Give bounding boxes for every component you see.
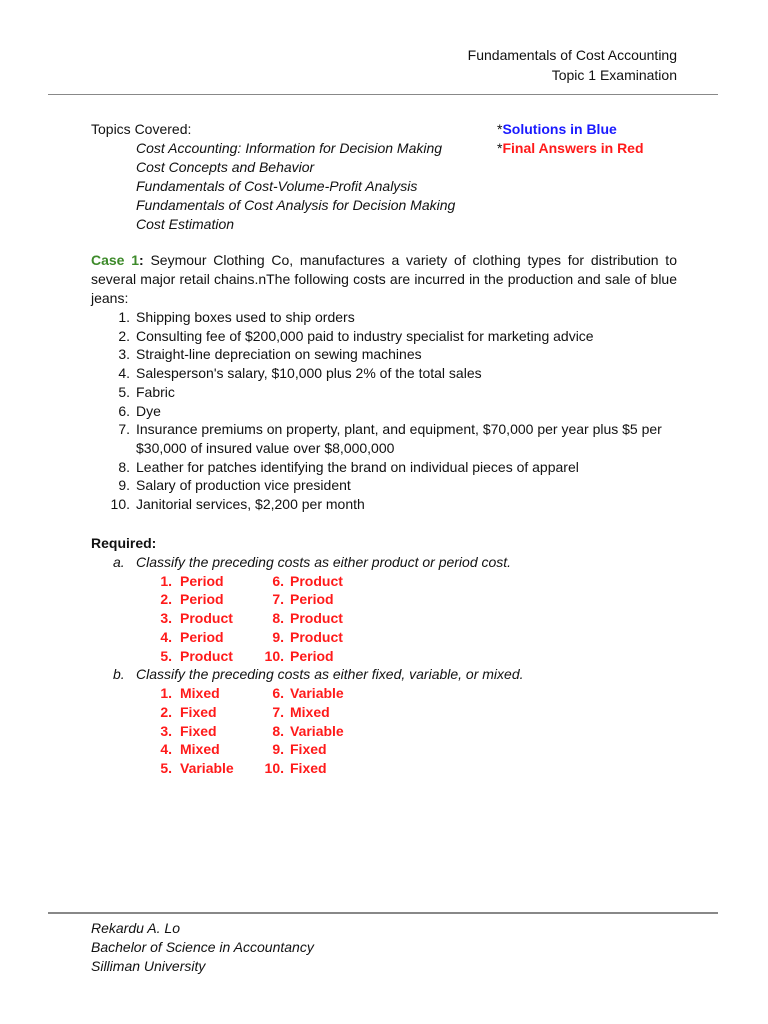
author-degree: Bachelor of Science in Accountancy	[91, 939, 314, 955]
answer-row	[158, 740, 677, 759]
answer-value: Mixed	[180, 685, 220, 702]
answer-number: 1.	[160, 572, 172, 589]
case-text: Seymour Clothing Co, manufactures a variety of clothing types for distribution to several major retail chains.nThe following costs are incurred in the production and sale of blue jeans:	[91, 252, 677, 306]
topics-section	[91, 120, 455, 234]
answer-value: Mixed	[290, 703, 330, 720]
answer-number: 9.	[272, 628, 284, 645]
question-text: Classify the preceding costs as either product or period cost.	[136, 553, 512, 570]
answer-number: 5.	[160, 760, 172, 777]
topic-item: Cost Accounting: Information for Decision Making	[136, 140, 443, 156]
answer-row	[158, 572, 677, 591]
topic-item: Cost Estimation	[136, 216, 235, 232]
required-section	[91, 534, 677, 778]
answer-number: 10.	[264, 760, 284, 777]
answer-number: 2.	[160, 703, 172, 720]
answer-number: 9.	[272, 741, 284, 758]
topic-item: Fundamentals of Cost Analysis for Decision Making	[136, 197, 456, 213]
list-item	[91, 345, 677, 364]
answers-a	[158, 572, 677, 666]
answer-row	[158, 590, 677, 609]
answer-row	[158, 628, 677, 647]
question-letter: a.	[113, 553, 125, 570]
answer-row	[158, 684, 677, 703]
answer-value: Variable	[290, 685, 344, 702]
answer-number: 4.	[160, 741, 172, 758]
legend-answers	[497, 139, 644, 158]
item-text: Leather for patches identifying the brand on individual pieces of apparel	[136, 458, 579, 475]
item-text: Janitorial services, $2,200 per month	[136, 496, 365, 513]
list-item	[91, 364, 677, 383]
answer-value: Fixed	[180, 722, 217, 739]
answer-value: Period	[180, 572, 224, 589]
answer-number: 7.	[272, 591, 284, 608]
color-legend	[497, 120, 644, 158]
item-text: Salary of production vice president	[136, 477, 351, 494]
list-item	[91, 458, 677, 477]
list-item	[91, 327, 677, 346]
answer-number: 5.	[160, 647, 172, 664]
required-label: Required:	[91, 535, 157, 551]
answer-value: Product	[180, 647, 233, 664]
answer-row	[158, 703, 677, 722]
answer-value: Period	[180, 628, 224, 645]
topic-item: Cost Concepts and Behavior	[136, 159, 315, 175]
item-number: 10.	[110, 496, 130, 513]
question-text: Classify the preceding costs as either fixed, variable, or mixed.	[136, 666, 524, 683]
case-intro	[91, 251, 677, 308]
item-text: Consulting fee of $200,000 paid to industry specialist for marketing advice	[136, 327, 594, 344]
legend-solutions	[497, 120, 644, 139]
cost-list	[91, 308, 677, 514]
case-colon: :	[139, 252, 144, 268]
question-letter: b.	[113, 666, 125, 683]
answer-value: Period	[180, 591, 224, 608]
case-label: Case 1	[91, 252, 140, 268]
answer-number: 4.	[160, 628, 172, 645]
answer-value: Variable	[290, 722, 344, 739]
document-header	[468, 45, 677, 85]
item-text: Dye	[136, 402, 161, 419]
item-number: 7.	[118, 421, 130, 438]
answer-row	[158, 647, 677, 666]
author-school: Silliman University	[91, 958, 206, 974]
answer-row	[158, 609, 677, 628]
item-text: Salesperson's salary, $10,000 plus 2% of the total sales	[136, 365, 482, 382]
answer-number: 3.	[160, 722, 172, 739]
answer-value: Period	[290, 591, 334, 608]
answer-number: 2.	[160, 591, 172, 608]
list-item	[91, 495, 677, 514]
legend-answers-text: Final Answers in Red	[502, 140, 644, 156]
answer-row	[158, 759, 677, 778]
answer-number: 6.	[272, 572, 284, 589]
item-text: Fabric	[136, 383, 175, 400]
item-number: 3.	[118, 346, 130, 363]
answer-value: Product	[290, 572, 343, 589]
topic-item: Fundamentals of Cost-Volume-Profit Analysis	[136, 178, 418, 194]
item-text: Insurance premiums on property, plant, and equipment, $70,000 per year plus $5 per $30,000 of insured value over $8,000,000	[136, 421, 662, 456]
legend-asterisk: *	[497, 121, 503, 137]
header-divider	[48, 94, 718, 95]
answer-value: Fixed	[290, 760, 327, 777]
topics-label: Topics Covered:	[91, 121, 192, 137]
document-footer	[91, 919, 314, 976]
author-name: Rekardu A. Lo	[91, 920, 180, 936]
legend-asterisk: *	[497, 140, 503, 156]
item-number: 9.	[118, 477, 130, 494]
answer-value: Mixed	[180, 741, 220, 758]
list-item	[91, 383, 677, 402]
answer-number: 3.	[160, 610, 172, 627]
answer-row	[158, 722, 677, 741]
answer-number: 1.	[160, 685, 172, 702]
list-item	[91, 402, 677, 421]
answer-number: 6.	[272, 685, 284, 702]
answers-b	[158, 684, 677, 778]
item-number: 6.	[118, 402, 130, 419]
question-b	[91, 665, 677, 684]
list-item	[91, 476, 677, 495]
item-number: 8.	[118, 458, 130, 475]
item-text: Straight-line depreciation on sewing machines	[136, 346, 422, 363]
list-item	[91, 420, 677, 457]
exam-title: Topic 1 Examination	[551, 67, 677, 83]
answer-value: Product	[290, 610, 343, 627]
list-item	[91, 308, 677, 327]
item-number: 2.	[118, 327, 130, 344]
answer-value: Product	[180, 610, 233, 627]
answer-number: 8.	[272, 610, 284, 627]
answer-value: Variable	[180, 760, 234, 777]
answer-number: 8.	[272, 722, 284, 739]
answer-value: Fixed	[290, 741, 327, 758]
answer-number: 10.	[264, 647, 284, 664]
item-number: 4.	[118, 365, 130, 382]
legend-solutions-text: Solutions in Blue	[502, 121, 617, 137]
answer-value: Fixed	[180, 703, 217, 720]
answer-value: Product	[290, 628, 343, 645]
item-number: 5.	[118, 383, 130, 400]
question-a	[91, 553, 677, 572]
item-number: 1.	[118, 309, 130, 325]
answer-number: 7.	[272, 703, 284, 720]
footer-divider	[48, 912, 718, 914]
answer-value: Period	[290, 647, 334, 664]
course-title: Fundamentals of Cost Accounting	[467, 47, 677, 63]
item-text: Shipping boxes used to ship orders	[136, 309, 355, 325]
